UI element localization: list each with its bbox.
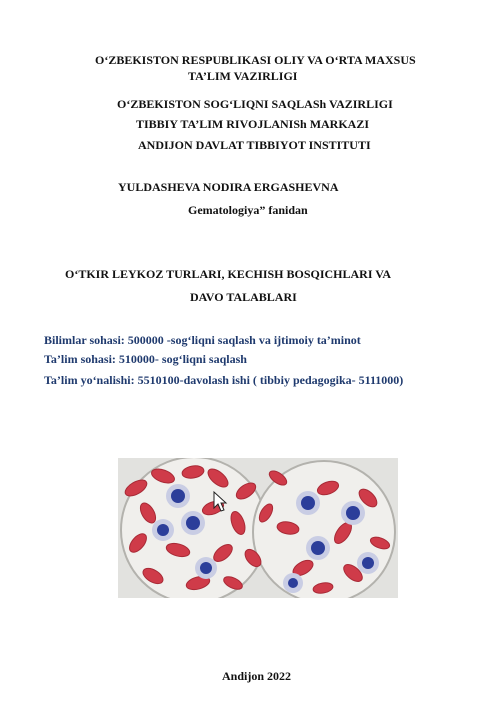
education-direction: Ta’lim yo‘nalishi: 5510100-davolash ishi ( tibbiy pedagogika- 5111000) [44, 373, 404, 387]
blood-smear-icon [118, 458, 398, 598]
institute-name: ANDIJON DAVLAT TIBBIYOT INSTITUTI [138, 138, 371, 152]
author-name: YULDASHEVA NODIRA ERGASHEVNA [118, 180, 339, 194]
title-line-1: O‘TKIR LEYKOZ TURLARI, KECHISH BOSQICHLARI VA [65, 267, 392, 281]
ministry-line-2: TA’LIM VAZIRLIGI [188, 69, 298, 83]
education-center: TIBBIY TA’LIM RIVOJLANISh MARKAZI [136, 117, 370, 131]
subject-name: Gematologiya” fanidan [188, 203, 308, 217]
ministry-line-1: O‘ZBEKISTON RESPUBLIKASI OLIY VA O‘RTA MAXSUS [95, 53, 416, 67]
title-line-2: DAVO TALABLARI [190, 290, 297, 304]
education-area: Ta’lim sohasi: 510000- sog‘liqni saqlash [44, 352, 247, 366]
footer-place-year: Andijon 2022 [222, 669, 292, 683]
knowledge-field: Bilimlar sohasi: 500000 -sog‘liqni saqlash va ijtimoiy ta’minot [44, 333, 361, 347]
blood-smear-figure [118, 458, 398, 598]
health-ministry: O‘ZBEKISTON SOG‘LIQNI SAQLASh VAZIRLIGI [117, 97, 393, 111]
